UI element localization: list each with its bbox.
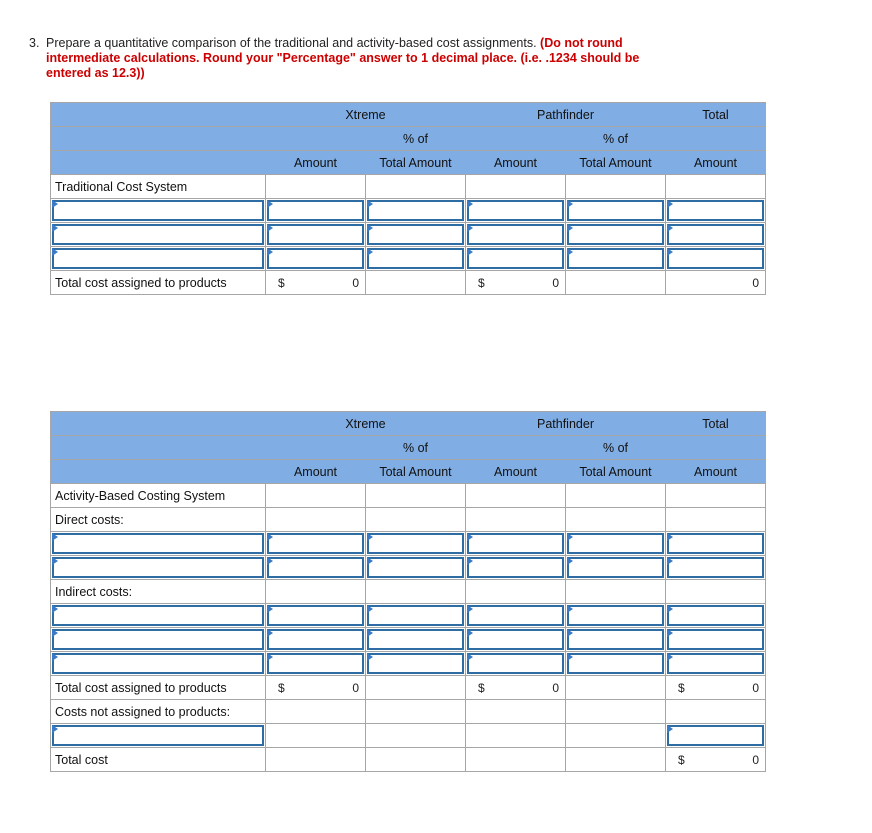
empty-cell xyxy=(366,724,466,748)
xtreme-pct-cell[interactable] xyxy=(366,604,466,628)
xtreme-total-cell xyxy=(266,676,366,700)
grand-assigned-value: 0 xyxy=(752,681,759,695)
row-label-input-cell[interactable] xyxy=(51,604,266,628)
input-row xyxy=(51,604,766,628)
empty-cell xyxy=(466,580,566,604)
header-pct-of: % of xyxy=(566,436,666,460)
currency-symbol: $ xyxy=(278,681,285,695)
xtreme-amount-input[interactable] xyxy=(267,248,364,269)
header-blank xyxy=(666,436,766,460)
total-amount-cell[interactable] xyxy=(666,199,766,223)
xtreme-total-cell xyxy=(266,271,366,295)
xtreme-pct-cell[interactable] xyxy=(366,247,466,271)
pathfinder-pct-input[interactable] xyxy=(567,248,664,269)
row-label-input-cell[interactable] xyxy=(51,247,266,271)
total-cost-row xyxy=(51,748,766,772)
empty-cell xyxy=(466,175,566,199)
empty-cell xyxy=(366,676,466,700)
traditional-comparison-table xyxy=(50,102,766,295)
pathfinder-pct-input[interactable] xyxy=(567,629,664,650)
xtreme-amount-input[interactable] xyxy=(267,629,364,650)
empty-cell xyxy=(266,484,366,508)
xtreme-amount-input[interactable] xyxy=(267,557,364,578)
header-pct-of: % of xyxy=(566,127,666,151)
empty-cell xyxy=(266,748,366,772)
input-row xyxy=(51,532,766,556)
total-cost-label: Total cost xyxy=(51,748,266,772)
question-number: 3. xyxy=(29,36,40,50)
pathfinder-total-value: 0 xyxy=(552,681,559,695)
total-amount-input[interactable] xyxy=(667,533,764,554)
pathfinder-pct-cell[interactable] xyxy=(566,532,666,556)
total-amount-cell[interactable] xyxy=(666,628,766,652)
total-amount-input[interactable] xyxy=(667,605,764,626)
indirect-costs-label: Indirect costs: xyxy=(51,580,266,604)
empty-cell xyxy=(266,724,366,748)
header-row-3 xyxy=(51,460,766,484)
xtreme-amount-cell[interactable] xyxy=(266,652,366,676)
xtreme-total-value: 0 xyxy=(352,276,359,290)
empty-cell xyxy=(566,271,666,295)
header-blank xyxy=(51,436,266,460)
header-total: Total xyxy=(666,103,766,127)
pathfinder-pct-cell[interactable] xyxy=(566,604,666,628)
total-amount-input[interactable] xyxy=(667,557,764,578)
xtreme-pct-cell[interactable] xyxy=(366,223,466,247)
header-blank xyxy=(51,412,266,436)
section-row xyxy=(51,175,766,199)
abc-section-label: Activity-Based Costing System xyxy=(51,484,266,508)
empty-cell xyxy=(266,175,366,199)
pathfinder-amount-input[interactable] xyxy=(467,224,564,245)
empty-cell xyxy=(566,580,666,604)
xtreme-amount-cell[interactable] xyxy=(266,628,366,652)
row-label-input-cell[interactable] xyxy=(51,556,266,580)
pathfinder-pct-input[interactable] xyxy=(567,557,664,578)
row-label-input-cell[interactable] xyxy=(51,223,266,247)
empty-cell xyxy=(366,484,466,508)
header-amount: Amount xyxy=(266,460,366,484)
pathfinder-total-cell xyxy=(466,271,566,295)
total-amount-input[interactable] xyxy=(667,224,764,245)
header-xtreme: Xtreme xyxy=(266,103,466,127)
row-label-input-cell[interactable] xyxy=(51,199,266,223)
pathfinder-pct-input[interactable] xyxy=(567,533,664,554)
empty-cell xyxy=(266,508,366,532)
input-row xyxy=(51,247,766,271)
row-label-input[interactable] xyxy=(52,653,264,674)
total-amount-cell[interactable] xyxy=(666,556,766,580)
traditional-total-label: Total cost assigned to products xyxy=(51,271,266,295)
empty-cell xyxy=(266,580,366,604)
row-label-input-cell[interactable] xyxy=(51,532,266,556)
pathfinder-pct-input[interactable] xyxy=(567,605,664,626)
xtreme-pct-input[interactable] xyxy=(367,653,464,674)
header-blank xyxy=(666,127,766,151)
xtreme-amount-cell[interactable] xyxy=(266,247,366,271)
xtreme-amount-cell[interactable] xyxy=(266,604,366,628)
row-label-input[interactable] xyxy=(52,557,264,578)
empty-cell xyxy=(566,724,666,748)
header-total-amount: Total Amount xyxy=(366,151,466,175)
xtreme-pct-input[interactable] xyxy=(367,557,464,578)
header-blank xyxy=(51,460,266,484)
currency-symbol: $ xyxy=(278,276,285,290)
pathfinder-total-cell xyxy=(466,676,566,700)
total-amount-input[interactable] xyxy=(667,248,764,269)
empty-cell xyxy=(666,484,766,508)
xtreme-pct-input[interactable] xyxy=(367,224,464,245)
header-row-1 xyxy=(51,412,766,436)
input-row xyxy=(51,223,766,247)
xtreme-total-value: 0 xyxy=(352,681,359,695)
pathfinder-amount-input[interactable] xyxy=(467,200,564,221)
row-label-input[interactable] xyxy=(52,605,264,626)
header-total-amount: Total Amount xyxy=(366,460,466,484)
empty-cell xyxy=(466,700,566,724)
question-instruction: (Do not round intermediate calculations. Round your "Percentage" answer to 1 decimal place. (i.e. .1234 should be entered as 12.3)) xyxy=(46,36,640,80)
empty-cell xyxy=(666,580,766,604)
header-row-3 xyxy=(51,151,766,175)
pathfinder-amount-input[interactable] xyxy=(467,605,564,626)
direct-costs-label: Direct costs: xyxy=(51,508,266,532)
xtreme-amount-input[interactable] xyxy=(267,200,364,221)
row-label-input[interactable] xyxy=(52,200,264,221)
xtreme-amount-input[interactable] xyxy=(267,224,364,245)
xtreme-pct-input[interactable] xyxy=(367,200,464,221)
pathfinder-pct-cell[interactable] xyxy=(566,652,666,676)
xtreme-amount-input[interactable] xyxy=(267,653,364,674)
header-blank xyxy=(51,127,266,151)
empty-cell xyxy=(366,508,466,532)
pathfinder-amount-cell[interactable] xyxy=(466,199,566,223)
question-prompt xyxy=(29,36,669,81)
pathfinder-amount-input[interactable] xyxy=(467,533,564,554)
not-assigned-amount-cell[interactable] xyxy=(666,724,766,748)
header-total: Total xyxy=(666,412,766,436)
empty-cell xyxy=(466,484,566,508)
pathfinder-amount-cell[interactable] xyxy=(466,652,566,676)
total-assigned-row xyxy=(51,676,766,700)
header-blank xyxy=(266,436,366,460)
indirect-costs-row xyxy=(51,580,766,604)
header-amount: Amount xyxy=(666,460,766,484)
xtreme-pct-cell[interactable] xyxy=(366,532,466,556)
xtreme-pct-input[interactable] xyxy=(367,605,464,626)
xtreme-pct-cell[interactable] xyxy=(366,556,466,580)
abc-total-assigned-label: Total cost assigned to products xyxy=(51,676,266,700)
total-amount-cell[interactable] xyxy=(666,652,766,676)
header-row-2 xyxy=(51,436,766,460)
pathfinder-amount-input[interactable] xyxy=(467,248,564,269)
direct-costs-row xyxy=(51,508,766,532)
pathfinder-pct-input[interactable] xyxy=(567,200,664,221)
pathfinder-amount-cell[interactable] xyxy=(466,628,566,652)
grand-total-cell xyxy=(666,271,766,295)
header-blank xyxy=(51,151,266,175)
pathfinder-amount-input[interactable] xyxy=(467,557,564,578)
empty-cell xyxy=(266,700,366,724)
row-label-input-cell[interactable] xyxy=(51,652,266,676)
not-assigned-label-input[interactable] xyxy=(52,725,264,746)
section-row xyxy=(51,484,766,508)
header-pathfinder: Pathfinder xyxy=(466,412,666,436)
header-blank xyxy=(466,436,566,460)
currency-symbol: $ xyxy=(678,753,685,767)
xtreme-amount-input[interactable] xyxy=(267,533,364,554)
xtreme-amount-input[interactable] xyxy=(267,605,364,626)
empty-cell xyxy=(666,175,766,199)
header-pathfinder: Pathfinder xyxy=(466,103,666,127)
total-amount-cell[interactable] xyxy=(666,532,766,556)
traditional-section-label: Traditional Cost System xyxy=(51,175,266,199)
abc-comparison-table xyxy=(50,411,766,772)
not-assigned-input-row xyxy=(51,724,766,748)
pathfinder-pct-input[interactable] xyxy=(567,653,664,674)
row-label-input[interactable] xyxy=(52,629,264,650)
header-pct-of: % of xyxy=(366,127,466,151)
header-row-2 xyxy=(51,127,766,151)
pathfinder-amount-input[interactable] xyxy=(467,653,564,674)
xtreme-pct-cell[interactable] xyxy=(366,628,466,652)
total-row xyxy=(51,271,766,295)
total-cost-cell xyxy=(666,748,766,772)
pathfinder-amount-cell[interactable] xyxy=(466,247,566,271)
empty-cell xyxy=(366,700,466,724)
total-amount-input[interactable] xyxy=(667,629,764,650)
total-amount-input[interactable] xyxy=(667,200,764,221)
empty-cell xyxy=(566,748,666,772)
input-row xyxy=(51,556,766,580)
xtreme-pct-input[interactable] xyxy=(367,629,464,650)
pathfinder-amount-cell[interactable] xyxy=(466,604,566,628)
xtreme-pct-input[interactable] xyxy=(367,248,464,269)
xtreme-pct-cell[interactable] xyxy=(366,199,466,223)
total-cost-value: 0 xyxy=(752,753,759,767)
row-label-input[interactable] xyxy=(52,248,264,269)
header-xtreme: Xtreme xyxy=(266,412,466,436)
empty-cell xyxy=(666,508,766,532)
input-row xyxy=(51,652,766,676)
currency-symbol: $ xyxy=(678,681,685,695)
total-amount-cell[interactable] xyxy=(666,223,766,247)
empty-cell xyxy=(566,484,666,508)
xtreme-pct-cell[interactable] xyxy=(366,652,466,676)
xtreme-pct-input[interactable] xyxy=(367,533,464,554)
currency-symbol: $ xyxy=(478,681,485,695)
pathfinder-amount-input[interactable] xyxy=(467,629,564,650)
pathfinder-amount-cell[interactable] xyxy=(466,223,566,247)
currency-symbol: $ xyxy=(478,276,485,290)
header-amount: Amount xyxy=(666,151,766,175)
pathfinder-amount-cell[interactable] xyxy=(466,532,566,556)
empty-cell xyxy=(366,271,466,295)
empty-cell xyxy=(466,748,566,772)
header-total-amount: Total Amount xyxy=(566,151,666,175)
total-amount-input[interactable] xyxy=(667,653,764,674)
not-assigned-amount-input[interactable] xyxy=(667,725,764,746)
not-assigned-row xyxy=(51,700,766,724)
empty-cell xyxy=(566,175,666,199)
empty-cell xyxy=(466,508,566,532)
header-amount: Amount xyxy=(466,460,566,484)
input-row xyxy=(51,199,766,223)
pathfinder-pct-cell[interactable] xyxy=(566,628,666,652)
empty-cell xyxy=(566,676,666,700)
empty-cell xyxy=(566,508,666,532)
pathfinder-amount-cell[interactable] xyxy=(466,556,566,580)
empty-cell xyxy=(366,748,466,772)
row-label-input[interactable] xyxy=(52,533,264,554)
header-amount: Amount xyxy=(466,151,566,175)
input-row xyxy=(51,628,766,652)
total-amount-cell[interactable] xyxy=(666,247,766,271)
empty-cell xyxy=(566,700,666,724)
header-blank xyxy=(466,127,566,151)
empty-cell xyxy=(366,175,466,199)
row-label-input-cell[interactable] xyxy=(51,628,266,652)
header-pct-of: % of xyxy=(366,436,466,460)
xtreme-amount-cell[interactable] xyxy=(266,556,366,580)
row-label-input-cell[interactable] xyxy=(51,724,266,748)
empty-cell xyxy=(366,580,466,604)
grand-assigned-cell xyxy=(666,676,766,700)
pathfinder-total-value: 0 xyxy=(552,276,559,290)
grand-total-value: 0 xyxy=(752,276,759,290)
row-label-input[interactable] xyxy=(52,224,264,245)
pathfinder-pct-cell[interactable] xyxy=(566,199,666,223)
xtreme-amount-cell[interactable] xyxy=(266,199,366,223)
xtreme-amount-cell[interactable] xyxy=(266,223,366,247)
empty-cell xyxy=(666,700,766,724)
pathfinder-pct-cell[interactable] xyxy=(566,247,666,271)
pathfinder-pct-cell[interactable] xyxy=(566,556,666,580)
pathfinder-pct-cell[interactable] xyxy=(566,223,666,247)
xtreme-amount-cell[interactable] xyxy=(266,532,366,556)
header-total-amount: Total Amount xyxy=(566,460,666,484)
header-row-1 xyxy=(51,103,766,127)
empty-cell xyxy=(466,724,566,748)
costs-not-assigned-label: Costs not assigned to products: xyxy=(51,700,266,724)
total-amount-cell[interactable] xyxy=(666,604,766,628)
header-blank xyxy=(266,127,366,151)
pathfinder-pct-input[interactable] xyxy=(567,224,664,245)
header-blank xyxy=(51,103,266,127)
question-text: Prepare a quantitative comparison of the traditional and activity-based cost assignments. xyxy=(46,36,537,50)
header-amount: Amount xyxy=(266,151,366,175)
